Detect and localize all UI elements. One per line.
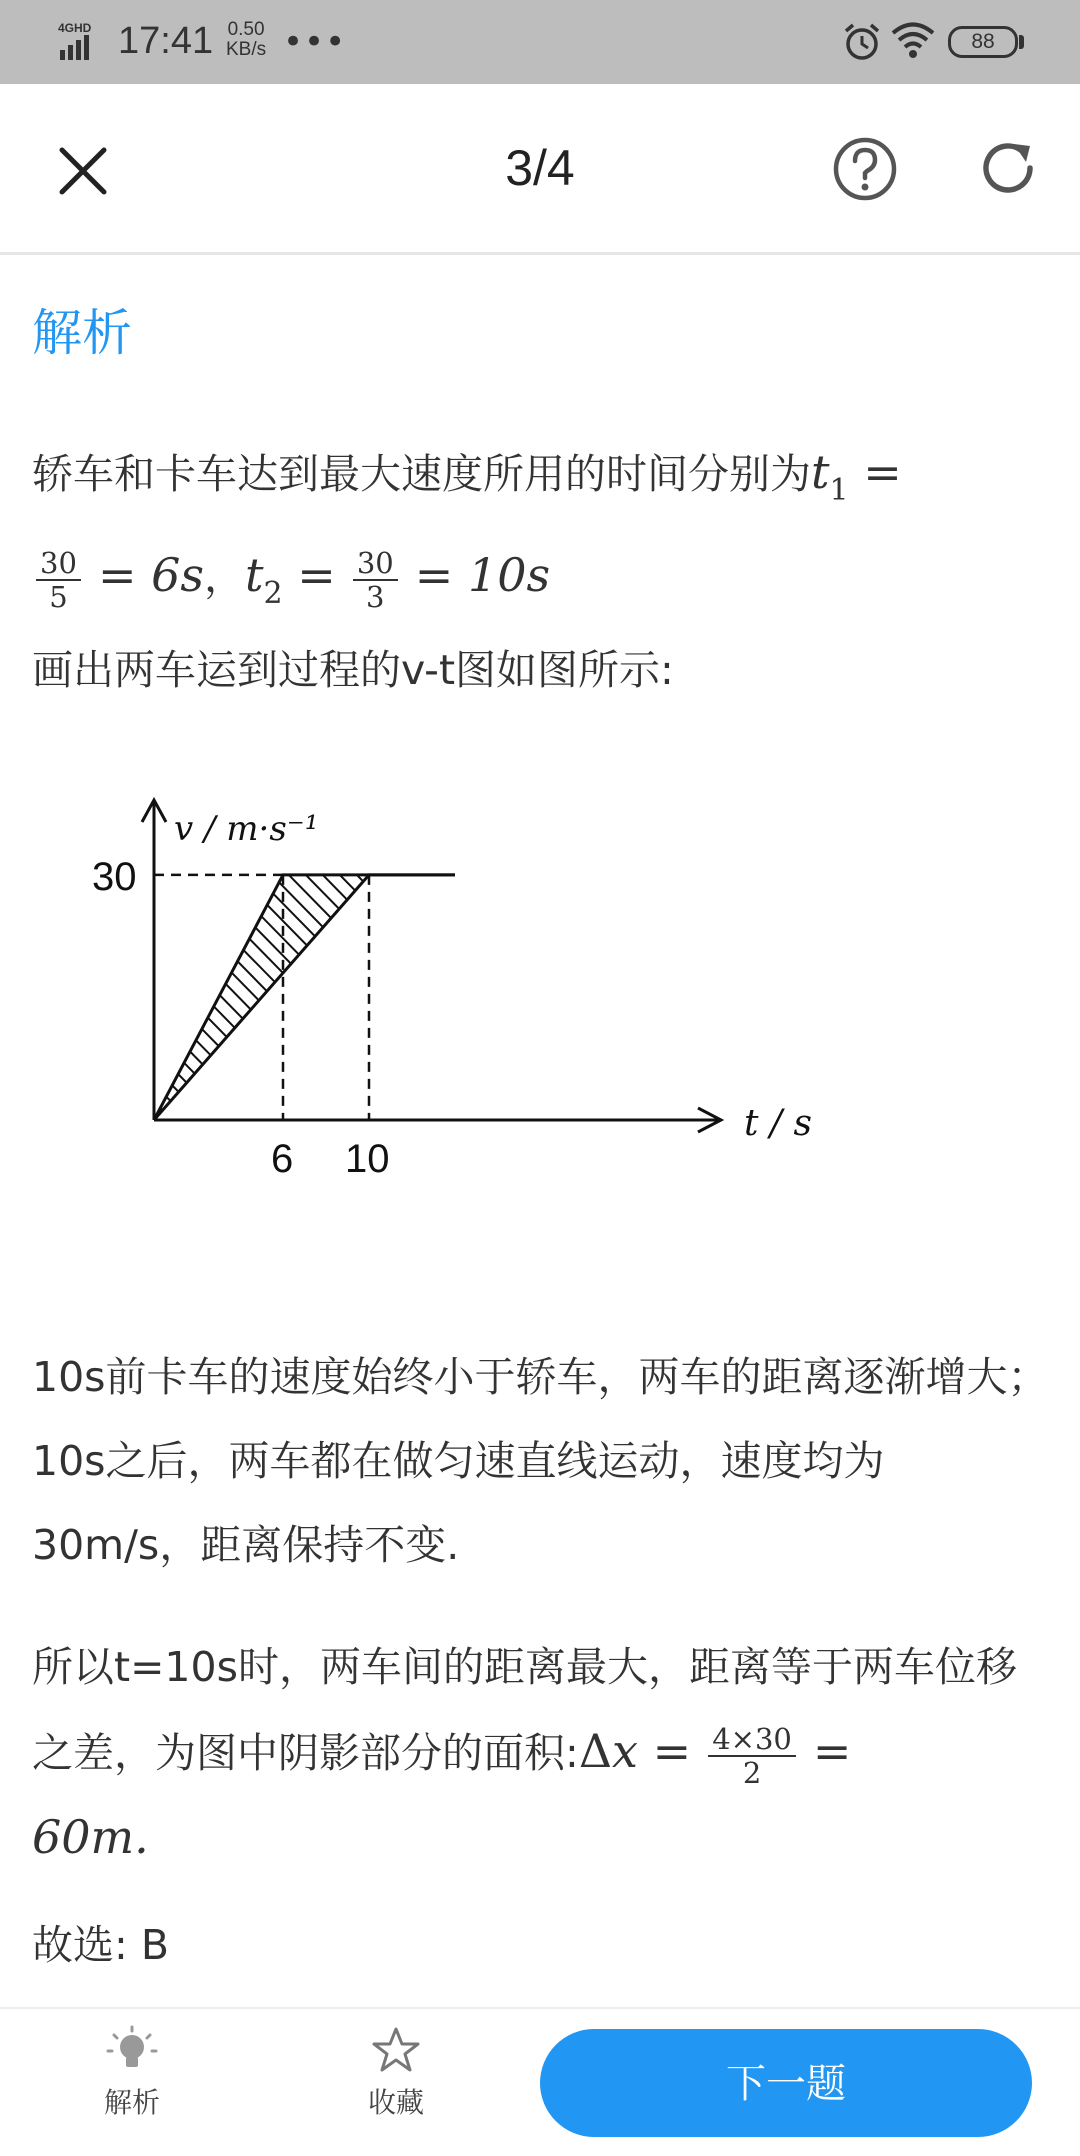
hatch-line: [54, 865, 216, 1130]
formula-delta-x: Δx =: [578, 1724, 692, 1778]
time-paragraph-text: 轿车和卡车达到最大速度所用的时间分别为: [32, 450, 811, 498]
collect-tab-label: 收藏: [367, 2086, 424, 2119]
hatch-line: [54, 865, 267, 1130]
hatch-line: [177, 865, 437, 1130]
hatch-line: [619, 865, 824, 1130]
distance-paragraph: 10s前卡车的速度始终小于轿车，两车的距离逐渐增大；10s之后，两车都在做匀速直线运动，速度均为30m/s，距离保持不变.: [32, 1353, 1049, 1569]
bottom-bar: [0, 2007, 1080, 2156]
hatch-line: [160, 865, 420, 1130]
next-question-button[interactable]: 下一题: [540, 2029, 1032, 2137]
top-bar: [0, 84, 1080, 255]
hatch-line: [313, 865, 573, 1130]
vt-graph-chart: [54, 760, 824, 1280]
hatch-line: [466, 865, 726, 1130]
question-progress: 3/4: [505, 140, 575, 196]
hatch-line: [92, 865, 352, 1130]
status-time: 17:41: [118, 20, 214, 62]
formula-t1: $t_1$ =: [811, 445, 902, 508]
hatch-line: [483, 865, 743, 1130]
hatch-line: [415, 865, 675, 1130]
hatch-line: [636, 865, 824, 1130]
hatch-line: [75, 865, 335, 1130]
network-speed: [226, 20, 266, 60]
graph-intro: 画出两车运到过程的v-t图如图所示:: [32, 646, 674, 694]
hatch-line: [54, 865, 131, 1130]
signal-icon: [58, 20, 102, 62]
y-axis-label: v / m·s⁻¹: [174, 809, 319, 849]
hatch-line: [262, 865, 522, 1130]
result-t1: 6s: [151, 548, 204, 602]
answer-choice: 故选: B: [32, 1921, 169, 1969]
hatch-line: [653, 865, 824, 1130]
battery-indicator: 88: [948, 26, 1018, 58]
hatch-line: [126, 865, 386, 1130]
x-axis-label: t / s: [744, 1103, 812, 1144]
hatch-line: [194, 865, 454, 1130]
collect-tab[interactable]: [316, 2023, 476, 2121]
hatch-line: [54, 865, 148, 1130]
x-tick-label-6: 6: [271, 1137, 294, 1181]
conclusion-paragraph: 所以t=10s时，两车间的距离最大，距离等于两车位移之差，为图中阴影部分的面积:Δx = $\frac{4\times 30}{2}$ = 60m.: [32, 1643, 1017, 1864]
more-notifications-icon: •••: [283, 22, 347, 62]
conclusion-text: 所以t=10s时，两车间的距离最大，距离等于两车位移之差，为图中阴影部分的面积:: [32, 1643, 1017, 1777]
hatch-line: [58, 865, 318, 1130]
series-line-1: [154, 875, 455, 1120]
hatch-line: [517, 865, 777, 1130]
refresh-icon[interactable]: [978, 138, 1040, 200]
speed-unit: KB/s: [226, 39, 267, 60]
analysis-tab-label: 解析: [103, 2086, 160, 2119]
help-icon[interactable]: [832, 136, 898, 202]
y-tick-label-30: 30: [92, 854, 137, 899]
x-tick-label-10: 10: [345, 1137, 390, 1181]
hatch-line: [109, 865, 369, 1130]
hatch-line: [449, 865, 709, 1130]
hatch-line: [602, 865, 824, 1130]
hatch-line: [54, 865, 114, 1130]
hatch-line: [364, 865, 624, 1130]
hatch-line: [398, 865, 658, 1130]
hatch-line: [54, 865, 182, 1130]
hatch-line: [500, 865, 760, 1130]
time-paragraph: 轿车和卡车达到最大速度所用的时间分别为$t_1$ = $\frac{30}{5}$ = 6s，$t_2$ = $\frac{30}{3}$ = 10s: [32, 445, 902, 614]
hatch-line: [568, 865, 824, 1130]
lightbulb-icon: [104, 2023, 160, 2079]
hatch-line: [347, 865, 607, 1130]
hatch-line: [279, 865, 539, 1130]
alarm-icon: [842, 22, 882, 62]
section-title: 解析: [32, 304, 132, 362]
hatch-line: [432, 865, 692, 1130]
hatch-line: [54, 865, 165, 1130]
hatch-line: [296, 865, 556, 1130]
hatch-line: [585, 865, 824, 1130]
hatch-line: [551, 865, 811, 1130]
battery-tip: [1019, 35, 1024, 49]
fraction-area: $\frac{4\times 30}{2}$: [708, 1723, 796, 1789]
status-bar: [0, 0, 1080, 84]
hatch-line: [534, 865, 794, 1130]
result-t2: 10s: [467, 548, 551, 602]
hatch-line: [381, 865, 641, 1130]
result-distance: 60m.: [32, 1810, 149, 1864]
star-icon: [368, 2023, 424, 2079]
fraction-t1: $\frac{30}{5}$: [36, 547, 81, 613]
network-type: 4GHD: [58, 21, 92, 35]
wifi-icon: [890, 20, 936, 60]
hatch-line: [54, 865, 233, 1130]
series-line-2: [154, 875, 455, 1120]
analysis-tab[interactable]: [52, 2023, 212, 2121]
speed-value: 0.50: [227, 19, 265, 40]
fraction-t2: $\frac{30}{3}$: [353, 547, 398, 613]
